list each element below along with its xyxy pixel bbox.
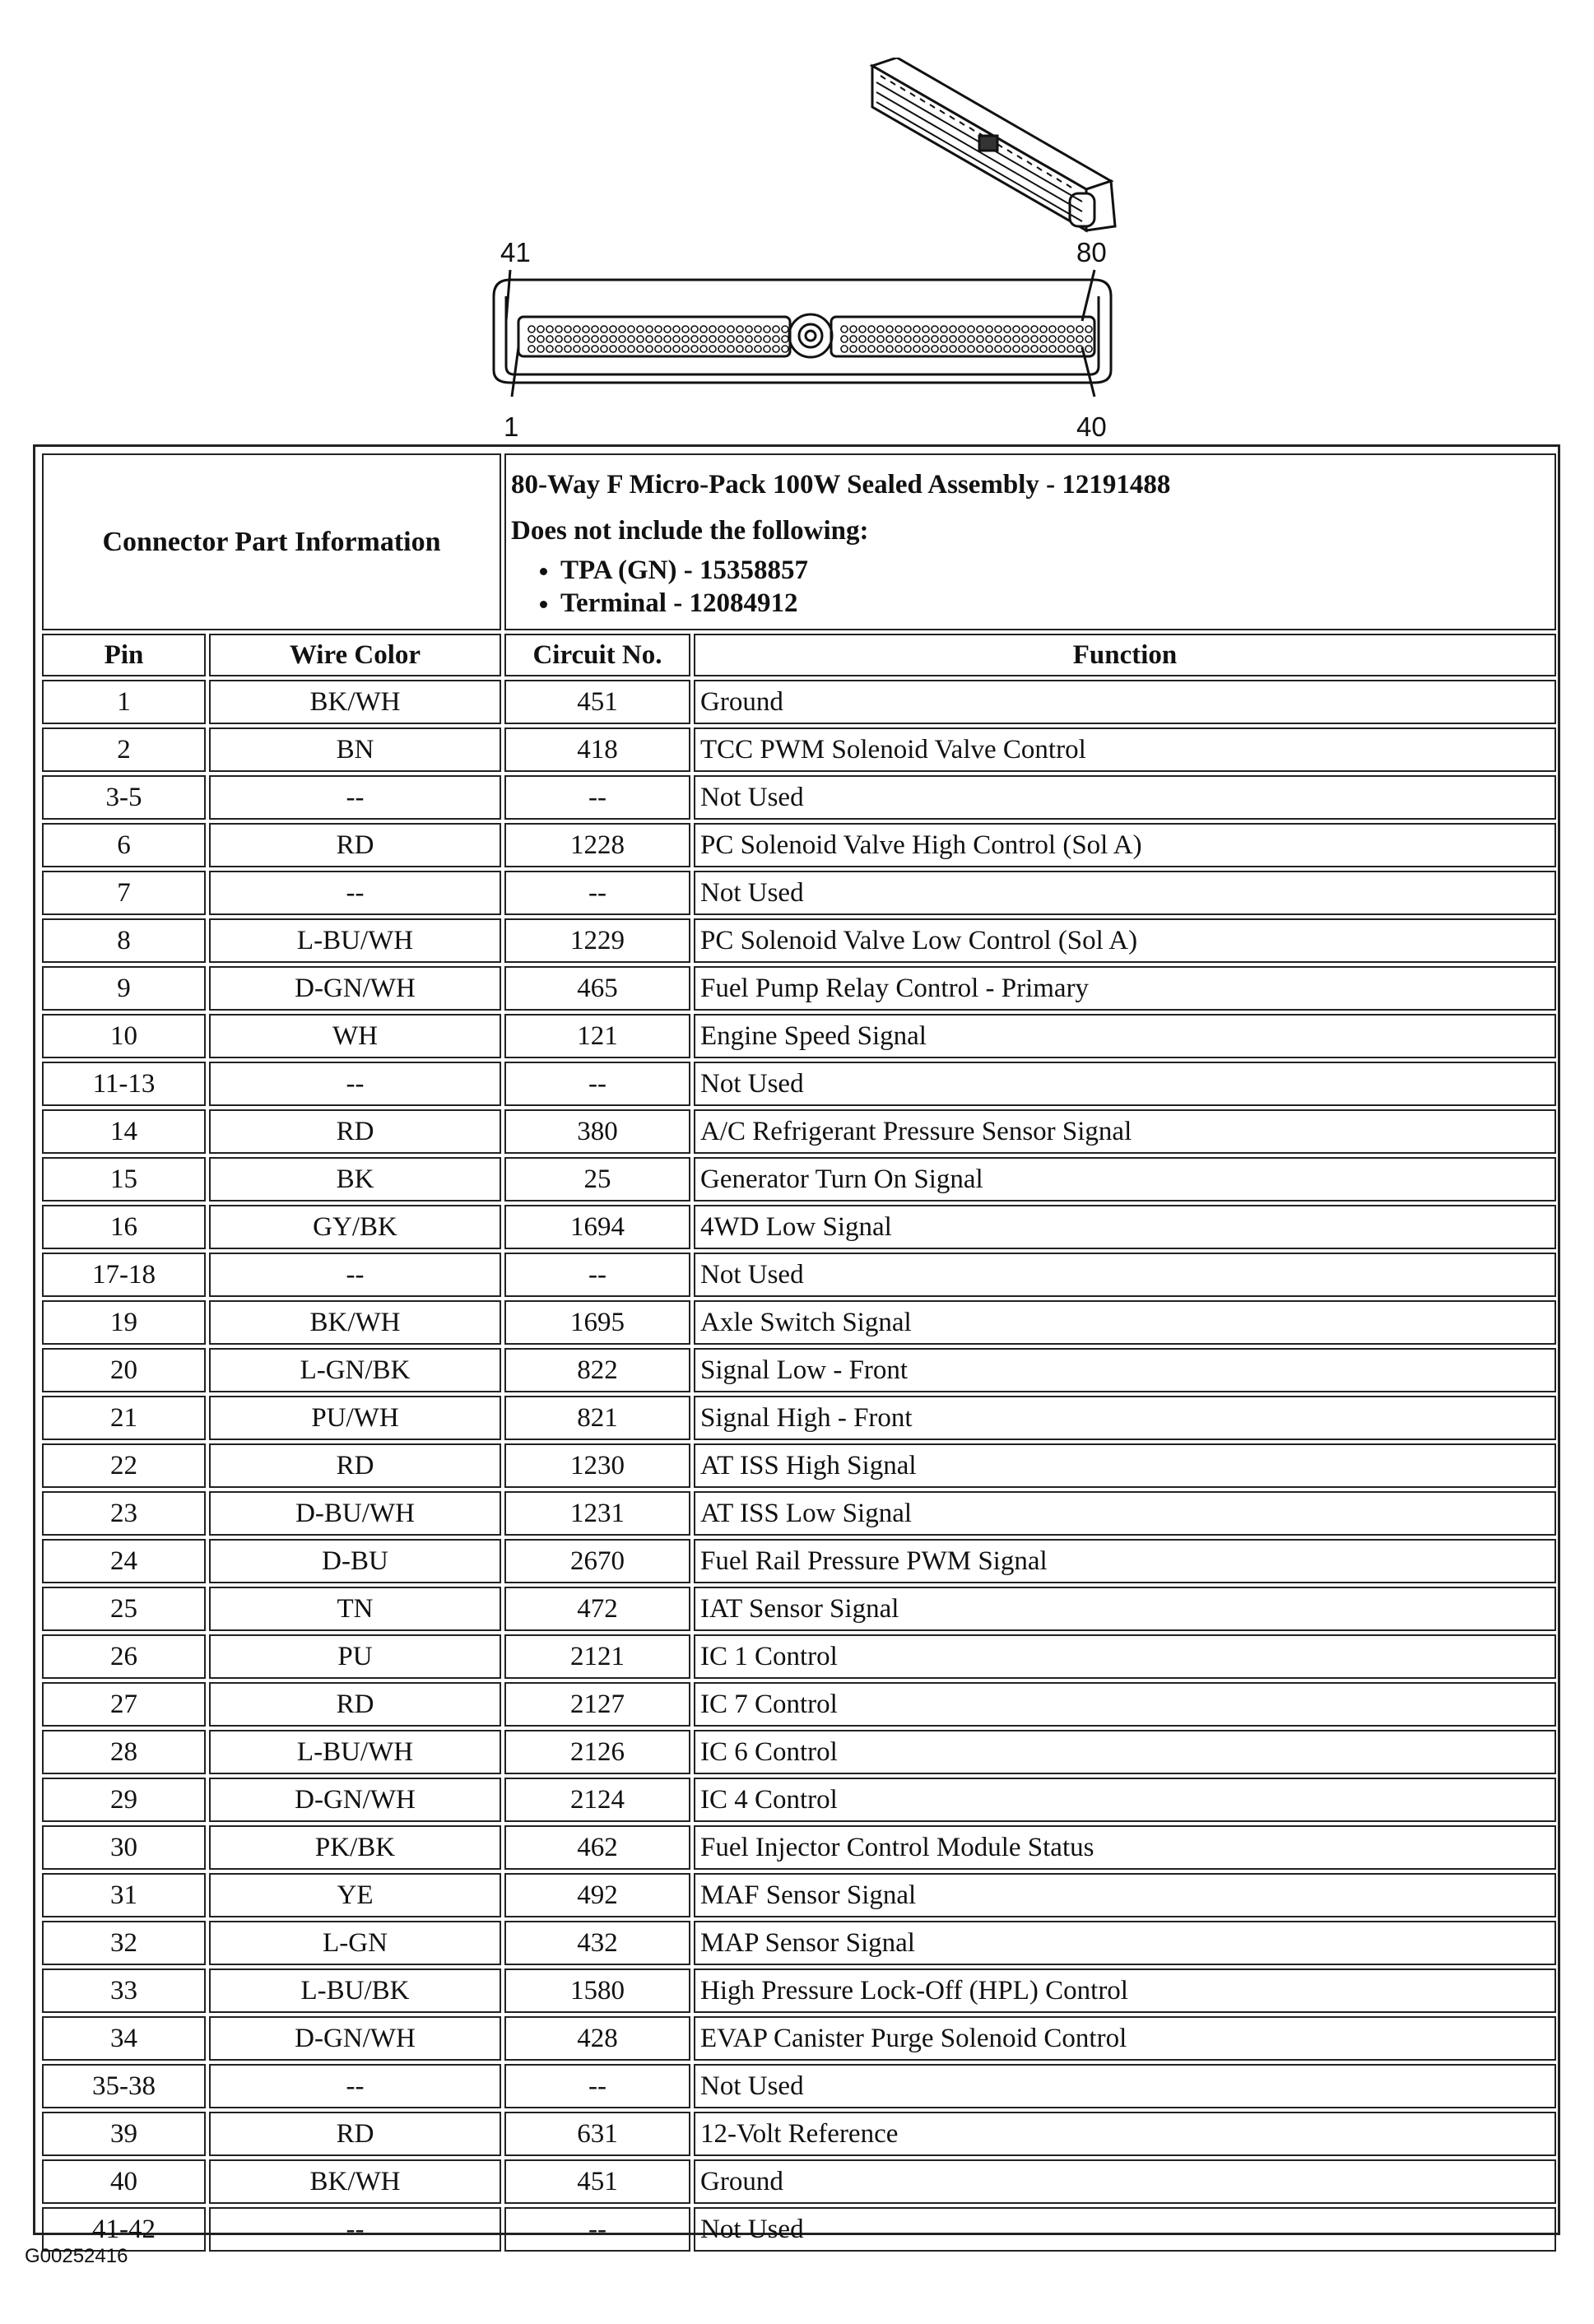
table-row bbox=[42, 966, 1556, 1011]
pin-cell: 30 bbox=[42, 1825, 206, 1870]
pin-cell: 33 bbox=[42, 1968, 206, 2013]
pin-cell: 28 bbox=[42, 1730, 206, 1774]
circuit-cell: 1231 bbox=[504, 1491, 690, 1536]
circuit-cell: -- bbox=[504, 1062, 690, 1106]
pin-cell: 34 bbox=[42, 2016, 206, 2061]
table-row bbox=[42, 727, 1556, 772]
wire-color-cell: L-GN bbox=[209, 1921, 501, 1965]
pin-cell: 26 bbox=[42, 1634, 206, 1679]
circuit-cell: 25 bbox=[504, 1157, 690, 1202]
pin-cell: 32 bbox=[42, 1921, 206, 1965]
circuit-cell: 380 bbox=[504, 1109, 690, 1154]
circuit-cell: 492 bbox=[504, 1873, 690, 1917]
pin-cell: 27 bbox=[42, 1682, 206, 1727]
function-cell: IC 4 Control bbox=[694, 1778, 1556, 1822]
function-cell: Signal High - Front bbox=[694, 1396, 1556, 1440]
table-row bbox=[42, 775, 1556, 820]
function-cell: Not Used bbox=[694, 1062, 1556, 1106]
wire-color-cell: RD bbox=[209, 2112, 501, 2156]
pin-cell: 7 bbox=[42, 871, 206, 915]
circuit-cell: 428 bbox=[504, 2016, 690, 2061]
pin-cell: 20 bbox=[42, 1348, 206, 1392]
header-row bbox=[42, 634, 1556, 676]
circuit-cell: 472 bbox=[504, 1587, 690, 1631]
function-cell: MAP Sensor Signal bbox=[694, 1921, 1556, 1965]
pin-cell: 3-5 bbox=[42, 775, 206, 820]
wire-color-cell: D-BU/WH bbox=[209, 1491, 501, 1536]
pin-cell: 9 bbox=[42, 966, 206, 1011]
function-cell: Not Used bbox=[694, 775, 1556, 820]
wire-color-cell: -- bbox=[209, 871, 501, 915]
table-row bbox=[42, 1730, 1556, 1774]
wire-color-cell: -- bbox=[209, 2064, 501, 2108]
circuit-cell: 465 bbox=[504, 966, 690, 1011]
function-cell: Ground bbox=[694, 680, 1556, 724]
column-header-pin: Pin bbox=[42, 634, 206, 676]
table-row bbox=[42, 680, 1556, 724]
circuit-cell: 631 bbox=[504, 2112, 690, 2156]
function-cell: 12-Volt Reference bbox=[694, 2112, 1556, 2156]
pin-cell: 21 bbox=[42, 1396, 206, 1440]
pin-cell: 8 bbox=[42, 918, 206, 963]
pin-cell: 39 bbox=[42, 2112, 206, 2156]
wire-color-cell: GY/BK bbox=[209, 1205, 501, 1249]
connector-info-label: Connector Part Information bbox=[42, 453, 501, 630]
circuit-cell: -- bbox=[504, 775, 690, 820]
wire-color-cell: L-BU/WH bbox=[209, 1730, 501, 1774]
pin-cell: 11-13 bbox=[42, 1062, 206, 1106]
circuit-cell: 1229 bbox=[504, 918, 690, 963]
function-cell: Signal Low - Front bbox=[694, 1348, 1556, 1392]
excluded-items bbox=[511, 554, 1550, 620]
table-row bbox=[42, 1348, 1556, 1392]
pin-cell: 24 bbox=[42, 1539, 206, 1583]
circuit-cell: 418 bbox=[504, 727, 690, 772]
exclusion-note: Does not include the following: bbox=[511, 516, 869, 546]
function-cell: High Pressure Lock-Off (HPL) Control bbox=[694, 1968, 1556, 2013]
pin-cell: 6 bbox=[42, 823, 206, 867]
wire-color-cell: WH bbox=[209, 1014, 501, 1058]
wire-color-cell: RD bbox=[209, 1443, 501, 1488]
pin-cell: 35-38 bbox=[42, 2064, 206, 2108]
wire-color-cell: L-BU/BK bbox=[209, 1968, 501, 2013]
column-header-wire-color: Wire Color bbox=[209, 634, 501, 676]
pin-rows bbox=[42, 680, 1556, 2252]
wire-color-cell: -- bbox=[209, 1253, 501, 1297]
function-cell: AT ISS Low Signal bbox=[694, 1491, 1556, 1536]
circuit-cell: -- bbox=[504, 2064, 690, 2108]
wire-color-cell: D-GN/WH bbox=[209, 1778, 501, 1822]
table-row bbox=[42, 1062, 1556, 1106]
figure-code: G00252416 bbox=[25, 2245, 128, 2267]
table-row bbox=[42, 1300, 1556, 1345]
function-cell: Axle Switch Signal bbox=[694, 1300, 1556, 1345]
table-row bbox=[42, 2207, 1556, 2252]
function-cell: IC 1 Control bbox=[694, 1634, 1556, 1679]
function-cell: EVAP Canister Purge Solenoid Control bbox=[694, 2016, 1556, 2061]
table-row bbox=[42, 1109, 1556, 1154]
pin-cell: 29 bbox=[42, 1778, 206, 1822]
table-row bbox=[42, 1443, 1556, 1488]
table-row bbox=[42, 1968, 1556, 2013]
function-cell: 4WD Low Signal bbox=[694, 1205, 1556, 1249]
table-row bbox=[42, 2112, 1556, 2156]
wire-color-cell: PU bbox=[209, 1634, 501, 1679]
circuit-cell: -- bbox=[504, 1253, 690, 1297]
wire-color-cell: RD bbox=[209, 1682, 501, 1727]
pin-cell: 17-18 bbox=[42, 1253, 206, 1297]
wire-color-cell: BK bbox=[209, 1157, 501, 1202]
table-row bbox=[42, 2064, 1556, 2108]
circuit-cell: 2124 bbox=[504, 1778, 690, 1822]
wire-color-cell: PU/WH bbox=[209, 1396, 501, 1440]
circuit-cell: 821 bbox=[504, 1396, 690, 1440]
function-cell: Generator Turn On Signal bbox=[694, 1157, 1556, 1202]
circuit-cell: 451 bbox=[504, 2159, 690, 2204]
function-cell: AT ISS High Signal bbox=[694, 1443, 1556, 1488]
connector-face-icon bbox=[494, 270, 1111, 397]
wire-color-cell: BN bbox=[209, 727, 501, 772]
pin-cell: 19 bbox=[42, 1300, 206, 1345]
circuit-cell: 1230 bbox=[504, 1443, 690, 1488]
pin-cell: 15 bbox=[42, 1157, 206, 1202]
pin-cell: 2 bbox=[42, 727, 206, 772]
wire-color-cell: TN bbox=[209, 1587, 501, 1631]
wire-color-cell: D-BU bbox=[209, 1539, 501, 1583]
function-cell: PC Solenoid Valve Low Control (Sol A) bbox=[694, 918, 1556, 963]
table-row bbox=[42, 1587, 1556, 1631]
wire-color-cell: -- bbox=[209, 775, 501, 820]
circuit-cell: 451 bbox=[504, 680, 690, 724]
table-row bbox=[42, 1014, 1556, 1058]
function-cell: IC 6 Control bbox=[694, 1730, 1556, 1774]
wire-color-cell: -- bbox=[209, 2207, 501, 2252]
pin-cell: 10 bbox=[42, 1014, 206, 1058]
function-cell: Fuel Injector Control Module Status bbox=[694, 1825, 1556, 1870]
table-row bbox=[42, 1253, 1556, 1297]
wire-color-cell: YE bbox=[209, 1873, 501, 1917]
pin-cell: 16 bbox=[42, 1205, 206, 1249]
function-cell: IAT Sensor Signal bbox=[694, 1587, 1556, 1631]
circuit-cell: 2121 bbox=[504, 1634, 690, 1679]
circuit-cell: 822 bbox=[504, 1348, 690, 1392]
circuit-cell: 121 bbox=[504, 1014, 690, 1058]
pin-cell: 25 bbox=[42, 1587, 206, 1631]
wire-color-cell: PK/BK bbox=[209, 1825, 501, 1870]
wire-color-cell: BK/WH bbox=[209, 2159, 501, 2204]
column-header-circuit: Circuit No. bbox=[504, 634, 690, 676]
circuit-cell: 462 bbox=[504, 1825, 690, 1870]
pin-cell: 22 bbox=[42, 1443, 206, 1488]
wire-color-cell: -- bbox=[209, 1062, 501, 1106]
excluded-item-tpa: • TPA (GN) - 15358857 bbox=[560, 554, 1550, 587]
column-header-function: Function bbox=[694, 634, 1556, 676]
connector-info-details bbox=[504, 453, 1556, 630]
function-cell: Fuel Pump Relay Control - Primary bbox=[694, 966, 1556, 1011]
assembly-name: 80-Way F Micro-Pack 100W Sealed Assembly - 12191488 bbox=[511, 470, 1171, 500]
wire-color-cell: RD bbox=[209, 823, 501, 867]
table-row bbox=[42, 1396, 1556, 1440]
function-cell: A/C Refrigerant Pressure Sensor Signal bbox=[694, 1109, 1556, 1154]
circuit-cell: 432 bbox=[504, 1921, 690, 1965]
table-row bbox=[42, 823, 1556, 867]
circuit-cell: -- bbox=[504, 2207, 690, 2252]
wire-color-cell: BK/WH bbox=[209, 680, 501, 724]
function-cell: Engine Speed Signal bbox=[694, 1014, 1556, 1058]
pin-41-label: 41 bbox=[500, 237, 531, 267]
table-row bbox=[42, 918, 1556, 963]
table-row bbox=[42, 1491, 1556, 1536]
connector-isometric-icon bbox=[872, 58, 1115, 230]
pin-cell: 1 bbox=[42, 680, 206, 724]
table-row bbox=[42, 1634, 1556, 1679]
pinout-table-frame bbox=[33, 444, 1560, 2244]
circuit-cell: 1695 bbox=[504, 1300, 690, 1345]
table-row bbox=[42, 1873, 1556, 1917]
pin-cell: 41-42 bbox=[42, 2207, 206, 2252]
table-row bbox=[42, 1205, 1556, 1249]
circuit-cell: -- bbox=[504, 871, 690, 915]
function-cell: IC 7 Control bbox=[694, 1682, 1556, 1727]
table-row bbox=[42, 2016, 1556, 2061]
pin-80-label: 80 bbox=[1076, 237, 1107, 267]
circuit-cell: 2670 bbox=[504, 1539, 690, 1583]
wire-color-cell: D-GN/WH bbox=[209, 2016, 501, 2061]
function-cell: TCC PWM Solenoid Valve Control bbox=[694, 727, 1556, 772]
pin-1-label: 1 bbox=[504, 411, 519, 442]
table-row bbox=[42, 2159, 1556, 2204]
circuit-cell: 2127 bbox=[504, 1682, 690, 1727]
function-cell: PC Solenoid Valve High Control (Sol A) bbox=[694, 823, 1556, 867]
connector-info-row bbox=[42, 453, 1556, 630]
pin-cell: 40 bbox=[42, 2159, 206, 2204]
function-cell: Not Used bbox=[694, 1253, 1556, 1297]
wire-color-cell: L-GN/BK bbox=[209, 1348, 501, 1392]
table-row bbox=[42, 1539, 1556, 1583]
pin-cell: 14 bbox=[42, 1109, 206, 1154]
wire-color-cell: RD bbox=[209, 1109, 501, 1154]
excluded-item-terminal: • Terminal - 12084912 bbox=[560, 587, 1550, 620]
function-cell: MAF Sensor Signal bbox=[694, 1873, 1556, 1917]
circuit-cell: 1694 bbox=[504, 1205, 690, 1249]
circuit-cell: 1228 bbox=[504, 823, 690, 867]
table-row bbox=[42, 1157, 1556, 1202]
pin-cell: 31 bbox=[42, 1873, 206, 1917]
table-row bbox=[42, 1778, 1556, 1822]
table-row bbox=[42, 871, 1556, 915]
function-cell: Not Used bbox=[694, 871, 1556, 915]
table-row bbox=[42, 1921, 1556, 1965]
circuit-cell: 1580 bbox=[504, 1968, 690, 2013]
table-row bbox=[42, 1682, 1556, 1727]
wire-color-cell: BK/WH bbox=[209, 1300, 501, 1345]
connector-drawing bbox=[461, 58, 1136, 444]
function-cell: Not Used bbox=[694, 2207, 1556, 2252]
function-cell: Fuel Rail Pressure PWM Signal bbox=[694, 1539, 1556, 1583]
function-cell: Ground bbox=[694, 2159, 1556, 2204]
pin-cell: 23 bbox=[42, 1491, 206, 1536]
pin-40-label: 40 bbox=[1076, 411, 1107, 442]
wire-color-cell: D-GN/WH bbox=[209, 966, 501, 1011]
table-row bbox=[42, 1825, 1556, 1870]
pinout-table bbox=[39, 450, 1559, 2255]
wire-color-cell: L-BU/WH bbox=[209, 918, 501, 963]
circuit-cell: 2126 bbox=[504, 1730, 690, 1774]
function-cell: Not Used bbox=[694, 2064, 1556, 2108]
